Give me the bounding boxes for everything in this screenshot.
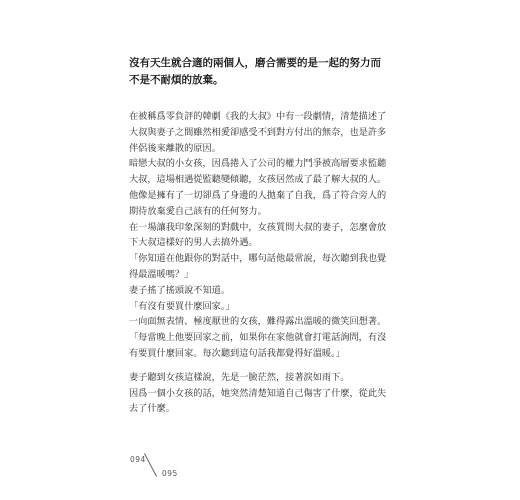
paragraph: 在一場讓我印象深刻的對戲中，女孩質問大叔的妻子，怎麼會放下大叔這樣好的男人去搞外遇。 <box>129 221 387 249</box>
paragraph: 妻子聽到女孩這樣說，先是一臉茫然，接著淚如雨下。 <box>129 371 350 383</box>
page-number-right: 095 <box>162 469 178 478</box>
body-text <box>129 109 391 417</box>
page-number-divider <box>144 453 157 476</box>
section-heading: 沒有天生就合適的兩個人，磨合需要的是一起的努力而不是不耐煩的放棄。 <box>129 57 381 86</box>
paragraph: 「每當晚上他要回家之前，如果你在家他就會打電話詢問，有沒有要買什麼回家。每次聽到這句話我都覺得好溫暖。」 <box>129 332 387 359</box>
paragraph: 在被稱爲零負評的韓劇《我的大叔》中有一段劇情，清楚描述了大叔與妻子之間雖然相愛卻感受不到對方付出的無奈，也是許多伴侶後來離散的原因。 <box>129 111 387 154</box>
paragraph: 妻子搖了搖頭說不知道。 <box>129 284 231 296</box>
page-number-left: 094 <box>130 455 146 464</box>
paragraph: 暗戀大叔的小女孩，因爲捲入了公司的權力鬥爭被高層要求監聽大叔，這場相遇從監聽變傾聽，女孩居然成了最了解大叔的人。他像是擁有了一切卻爲了身邊的人拋棄了自我，爲了符合旁人的期待放棄愛自己該有的任何努力。 <box>129 158 387 217</box>
paragraph: 「有沒有要買什麼回家。」 <box>129 300 235 312</box>
paragraph: 「你知道在他跟你的對話中，哪句話他最常說，每次聽到我也覺得最溫暖嗎？」 <box>129 253 387 280</box>
paragraph: 一向面無表情、極度厭世的女孩，難得露出溫暖的微笑回想著。 <box>129 316 387 328</box>
paragraph: 因爲一個小女孩的話，她突然清楚知道自己傷害了什麼，從此失去了什麼。 <box>129 387 387 415</box>
